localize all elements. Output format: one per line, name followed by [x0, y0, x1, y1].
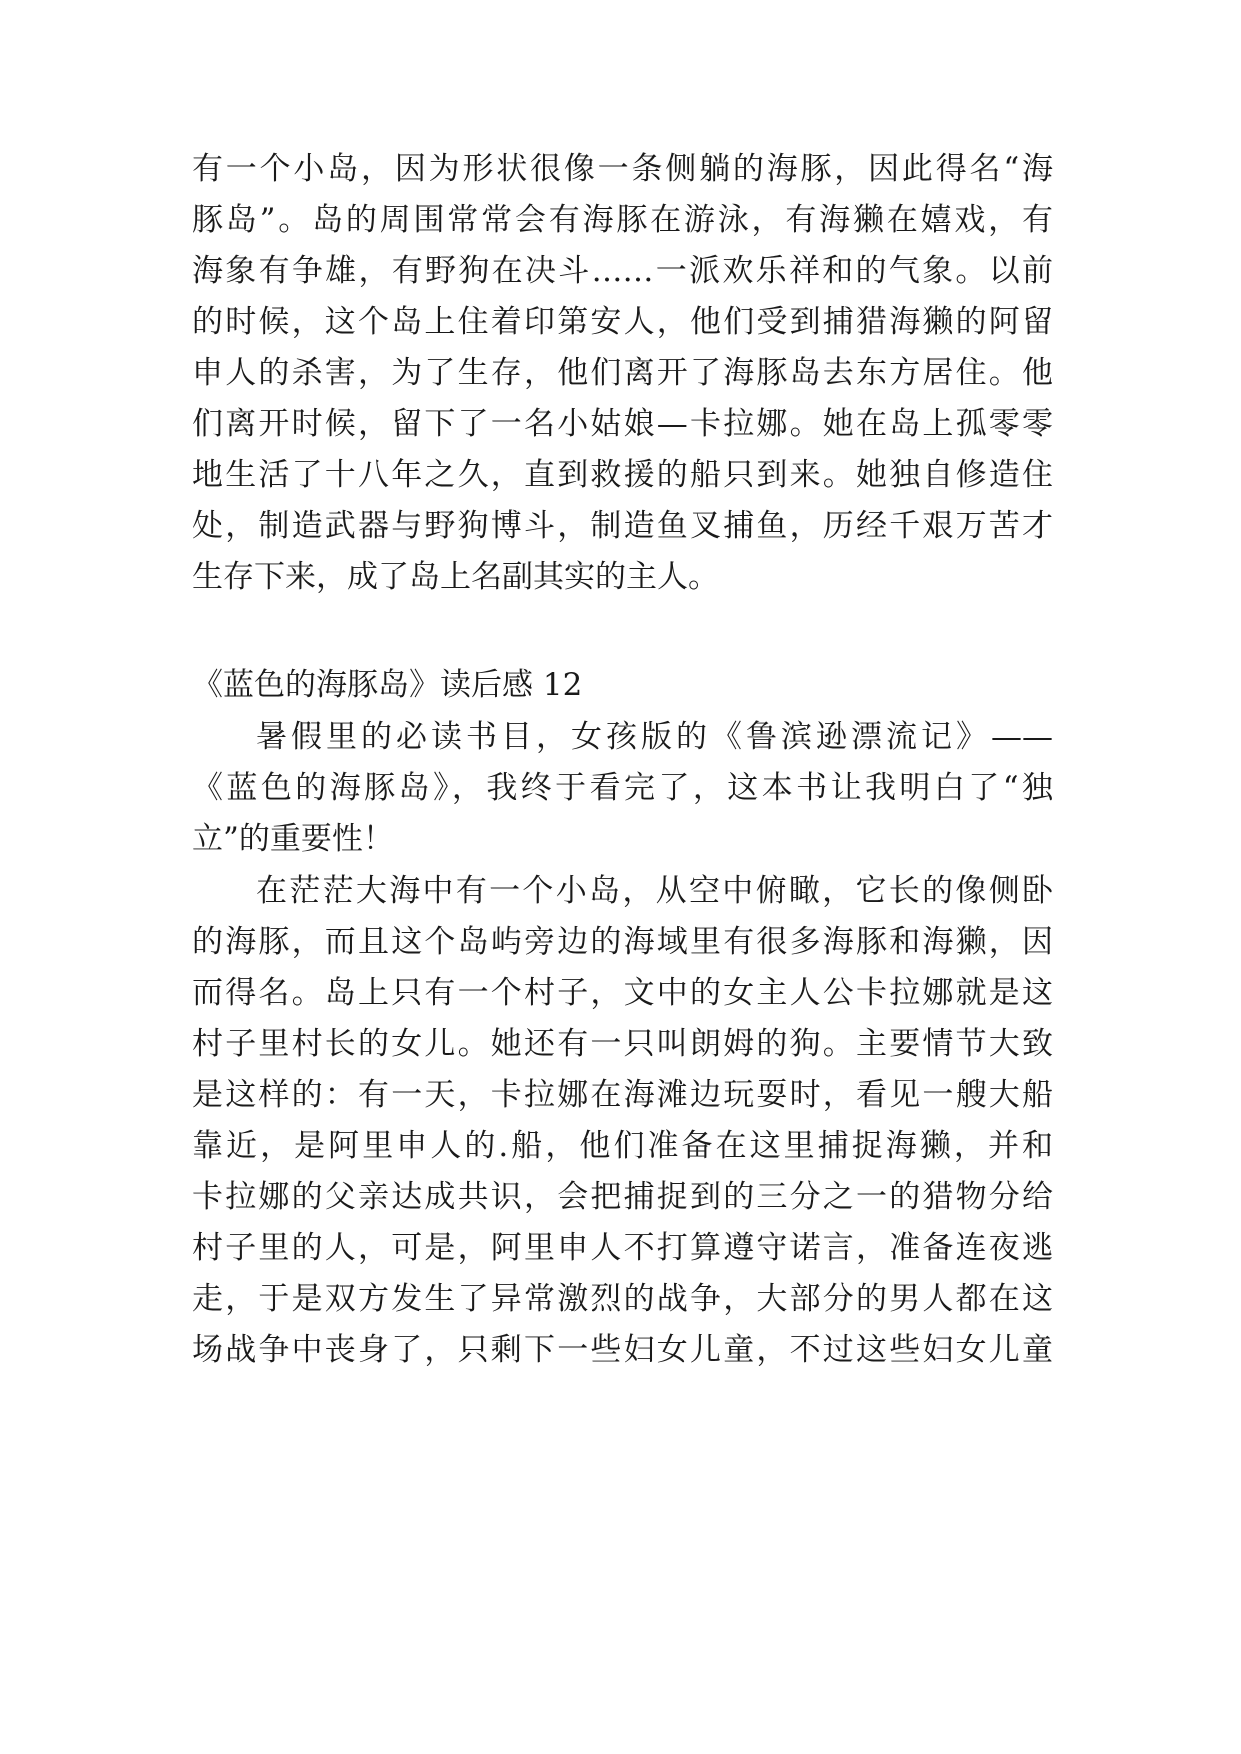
text-line: 场战争中丧身了，只剩下一些妇女儿童，不过这些妇女儿童	[192, 1332, 1053, 1368]
text-line: 暑假里的必读书目，女孩版的《鲁滨逊漂流记》——	[256, 719, 1053, 755]
text-line: 豚岛”。岛的周围常常会有海豚在游泳，有海獭在嬉戏，有	[192, 202, 1053, 238]
text-line: 的海豚，而且这个岛屿旁边的海域里有很多海豚和海獭，因	[192, 924, 1053, 960]
text-line: 在茫茫大海中有一个小岛，从空中俯瞰，它长的像侧卧	[256, 873, 1053, 909]
text-line: 生存下来，成了岛上名副其实的主人。	[192, 559, 719, 595]
text-line: 《蓝色的海豚岛》，我终于看完了，这本书让我明白了“独	[192, 770, 1053, 806]
text-line: 立”的重要性！	[192, 821, 394, 857]
section-title: 《蓝色的海豚岛》读后感 12	[192, 667, 583, 703]
text-line: 有一个小岛，因为形状很像一条侧躺的海豚，因此得名“海	[192, 151, 1053, 187]
text-line: 海象有争雄，有野狗在决斗……一派欢乐祥和的气象。以前	[192, 253, 1053, 289]
text-line: 申人的杀害，为了生存，他们离开了海豚岛去东方居住。他	[192, 355, 1053, 391]
text-line: 处，制造武器与野狗博斗，制造鱼叉捕鱼，历经千艰万苦才	[192, 508, 1053, 544]
text-line: 们离开时候，留下了一名小姑娘—卡拉娜。她在岛上孤零零	[192, 406, 1053, 442]
text-line: 而得名。岛上只有一个村子，文中的女主人公卡拉娜就是这	[192, 975, 1053, 1011]
text-line: 靠近，是阿里申人的.船，他们准备在这里捕捉海獭，并和	[192, 1128, 1053, 1164]
text-line: 村子里村长的女儿。她还有一只叫朗姆的狗。主要情节大致	[192, 1026, 1053, 1062]
text-line: 地生活了十八年之久，直到救援的船只到来。她独自修造住	[192, 457, 1053, 493]
text-line: 村子里的人，可是，阿里申人不打算遵守诺言，准备连夜逃	[192, 1230, 1053, 1266]
text-line: 的时候，这个岛上住着印第安人，他们受到捕猎海獭的阿留	[192, 304, 1053, 340]
text-line: 卡拉娜的父亲达成共识，会把捕捉到的三分之一的猎物分给	[192, 1179, 1053, 1215]
text-line: 走，于是双方发生了异常激烈的战争，大部分的男人都在这	[192, 1281, 1053, 1317]
text-line: 是这样的：有一天，卡拉娜在海滩边玩耍时，看见一艘大船	[192, 1077, 1053, 1113]
